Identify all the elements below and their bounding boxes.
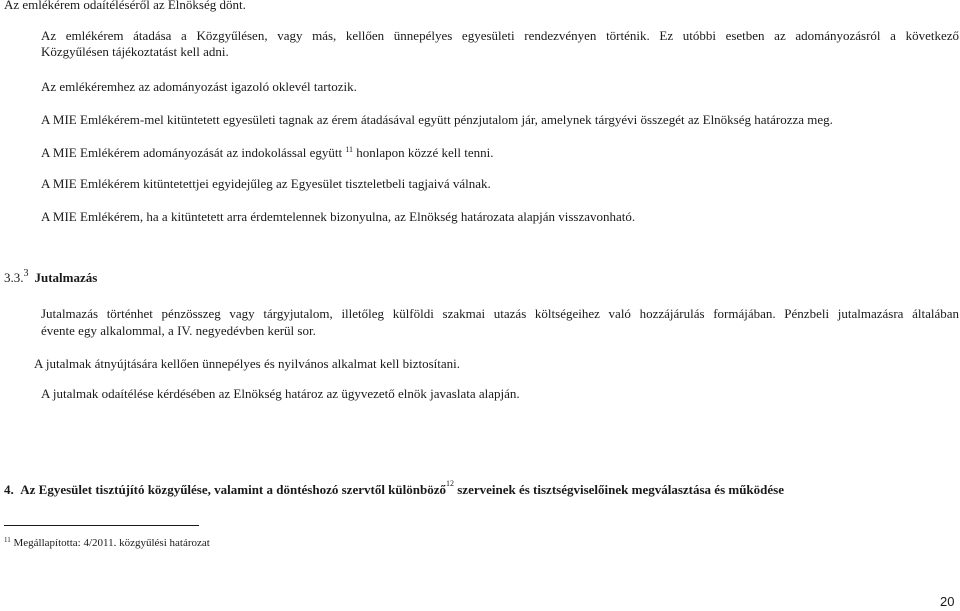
- chapter-number: 4.: [4, 482, 14, 497]
- footnote-ref-12: 12: [445, 479, 454, 488]
- previous-line-cut: Az emlékérem odaítéléséről az Elnökség dönt.: [4, 0, 246, 12]
- page-number: 20: [940, 594, 955, 609]
- paragraph-publication-text: A MIE Emlékérem adományozását az indokolással együtt: [41, 145, 343, 160]
- footnote-ref-11: 11: [345, 145, 354, 154]
- footnote-11: [4, 536, 210, 550]
- chapter-heading: [4, 479, 784, 498]
- section-heading: [4, 270, 97, 286]
- footnote-marker: 11: [4, 536, 11, 544]
- footnote-separator: [4, 525, 199, 526]
- paragraph-revocation: A MIE Emlékérem, ha a kitüntetett arra érdemtelennek bizonyulna, az Elnökség határozata alapján visszavonható.: [41, 209, 636, 224]
- paragraph-reward-forms-line2: évente egy alkalommal, a IV. negyedévben kerül sor.: [41, 323, 316, 338]
- chapter-title-end: szerveinek és tisztségviselőinek megválasztása és működése: [453, 482, 784, 497]
- paragraph-cash-prize: A MIE Emlékérem-mel kitüntetett egyesületi tagnak az érem átadásával együtt pénzjutalom jár, amelynek tárgyévi összegét az Elnökség határozza meg.: [41, 112, 833, 127]
- paragraph-reward-forms-line1: Jutalmazás történhet pénzösszeg vagy tárgyjutalom, illetőleg külföldi szakmai utazás költségeihez való hozzájárulás formájában. Pénzbeli jutalmazásra általában: [41, 306, 959, 321]
- paragraph-reward-ceremony: A jutalmak átnyújtására kellően ünnepélyes és nyilvános alkalmat kell biztosítani.: [34, 356, 460, 371]
- paragraph-honorary-members: A MIE Emlékérem kitüntetettjei egyidejűleg az Egyesület tiszteletbeli tagjaivá válnak.: [41, 176, 491, 191]
- paragraph-award-ceremony-line1: Az emlékérem átadása a Közgyűlésen, vagy más, kellően ünnepélyes egyesületi rendezvényen történik. Ez utóbbi esetben az adományozásról a következő: [41, 28, 959, 43]
- section-number: 3.3.: [4, 270, 24, 285]
- paragraph-reward-decision: A jutalmak odaítélése kérdésében az Elnökség határoz az ügyvezető elnök javaslata alapján.: [41, 386, 520, 401]
- section-title: Jutalmazás: [34, 270, 98, 285]
- paragraph-publication: [41, 145, 493, 161]
- paragraph-certificate: Az emlékéremhez az adományozást igazoló oklevél tartozik.: [41, 79, 357, 94]
- section-number-sup: 3: [23, 268, 29, 279]
- paragraph-award-ceremony-line2: Közgyűlésen tájékoztatást kell adni.: [41, 44, 229, 59]
- chapter-title: Az Egyesület tisztújító közgyűlése, valamint a döntéshozó szervtől különböző: [20, 482, 446, 497]
- paragraph-publication-text-end: honlapon közzé kell tenni.: [353, 145, 494, 160]
- footnote-text: Megállapította: 4/2011. közgyűlési határozat: [10, 537, 210, 549]
